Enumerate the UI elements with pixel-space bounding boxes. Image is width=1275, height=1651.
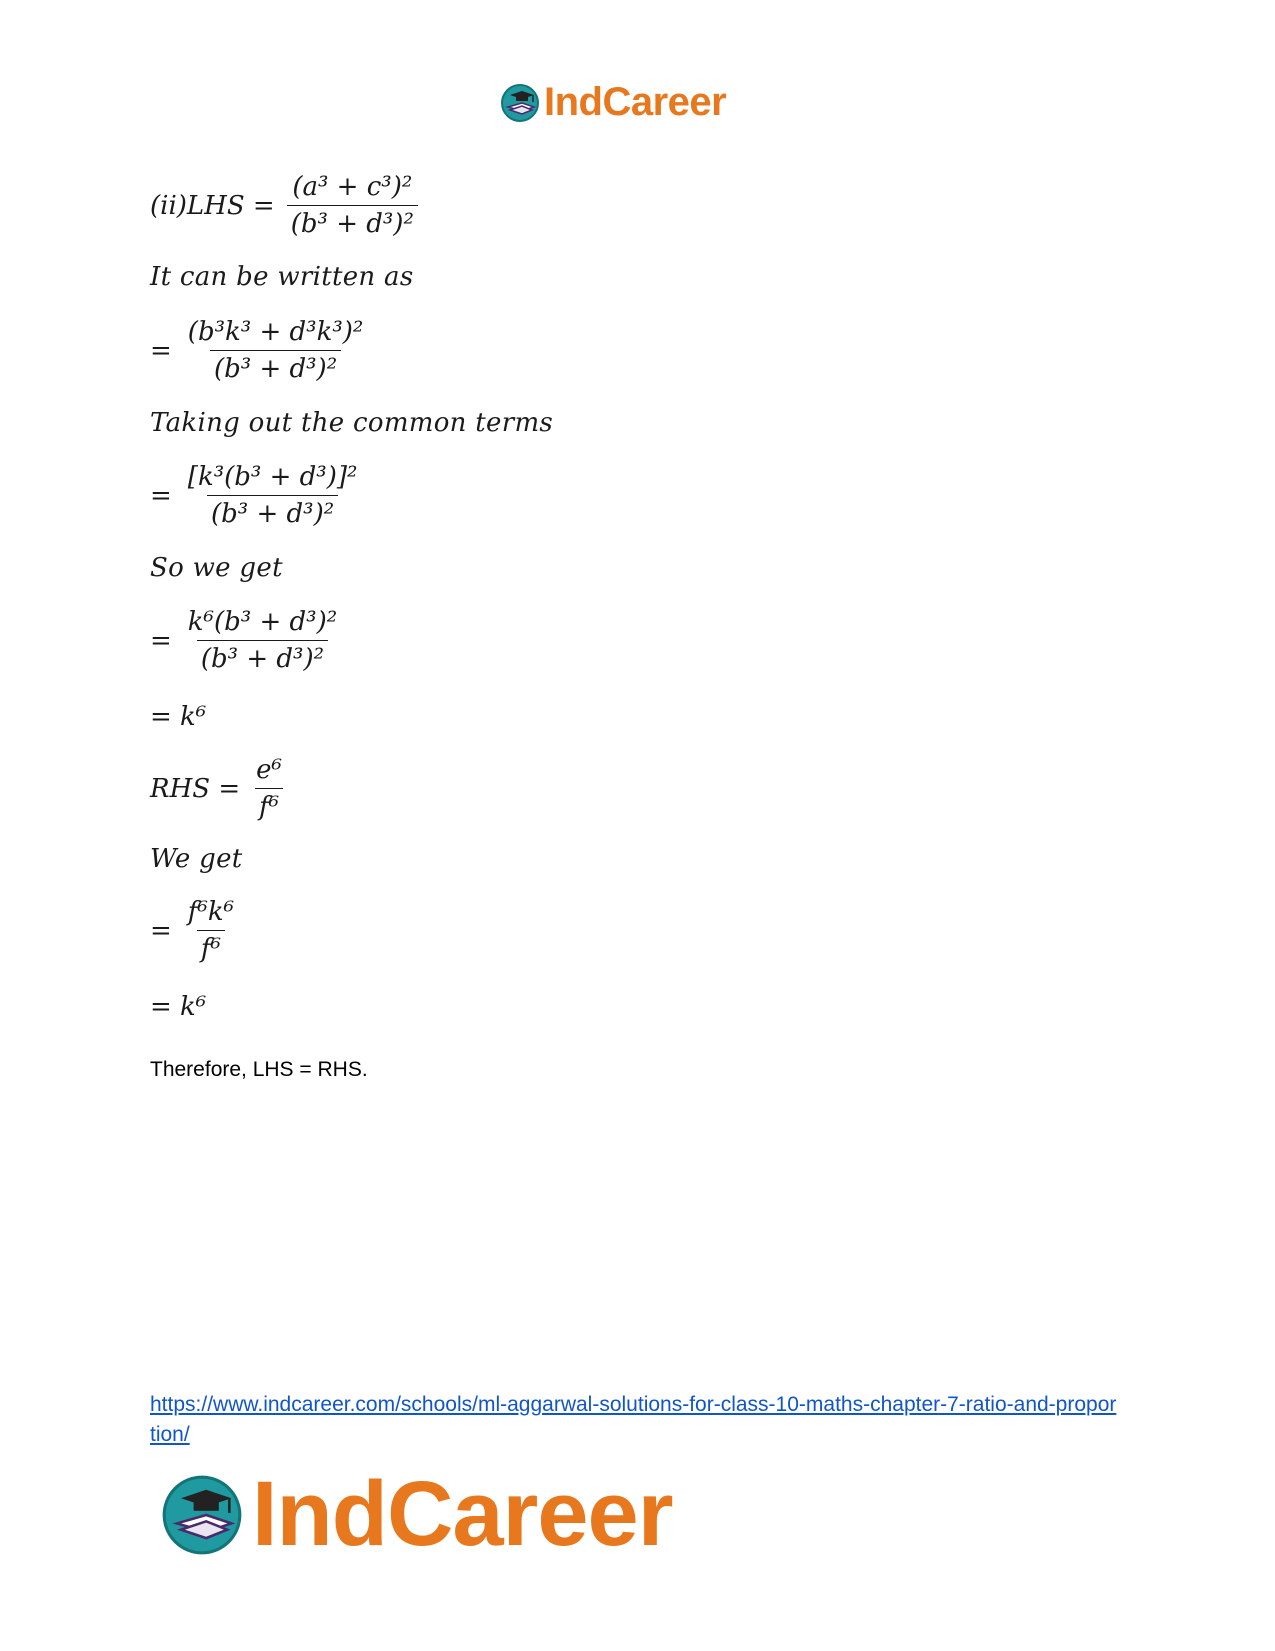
numerator: f⁶k⁶ [187, 897, 235, 927]
denominator: (b³ + d³)² [287, 205, 418, 239]
graduation-book-icon [160, 1473, 244, 1557]
brand-wordmark: IndCareer [252, 1463, 673, 1565]
math-line-1 [150, 172, 418, 239]
math-prefix: = [150, 335, 172, 366]
numerator: (b³k³ + d³k³)² [187, 317, 364, 347]
numerator: [k³(b³ + d³)]² [187, 462, 358, 492]
footer-logo [160, 1462, 673, 1567]
denominator: (b³ + d³)² [207, 495, 338, 529]
source-link[interactable]: https://www.indcareer.com/schools/ml-aggarwal-solutions-for-class-10-maths-chapter-7-ratio-and-proportion/ [150, 1393, 1117, 1446]
fraction [252, 755, 286, 822]
math-prefix: = [150, 915, 172, 946]
graduation-book-icon [500, 83, 540, 123]
math-prefix: = [150, 625, 172, 656]
numerator: e⁶ [256, 755, 282, 785]
fraction [184, 317, 368, 384]
denominator: f⁶ [197, 930, 225, 964]
math-prefix: (ii)LHS = [150, 190, 275, 221]
denominator: (b³ + d³)² [210, 350, 341, 384]
numerator: k⁶(b³ + d³)² [187, 607, 338, 637]
math-line-8: = k⁶ [150, 992, 207, 1022]
math-line-4 [150, 607, 341, 674]
header-logo [500, 80, 726, 125]
fraction [287, 172, 418, 239]
text-line-1: It can be written as [150, 262, 414, 292]
text-line-2: Taking out the common terms [150, 408, 554, 438]
text-line-3: So we get [150, 553, 283, 583]
math-prefix: RHS = [150, 773, 241, 804]
brand-wordmark: IndCareer [544, 80, 727, 124]
numerator: (a³ + c³)² [292, 172, 413, 202]
fraction [184, 462, 362, 529]
conclusion-text: Therefore, LHS = RHS. [150, 1058, 368, 1081]
fraction [184, 607, 341, 674]
math-prefix: = [150, 480, 172, 511]
math-line-7 [150, 897, 238, 964]
denominator: (b³ + d³)² [197, 640, 328, 674]
math-line-3 [150, 462, 361, 529]
denominator: f⁶ [255, 788, 283, 822]
math-line-6 [150, 755, 286, 822]
math-line-2 [150, 317, 367, 384]
fraction [184, 897, 238, 964]
text-line-4: We get [150, 844, 243, 874]
math-line-5: = k⁶ [150, 702, 207, 732]
